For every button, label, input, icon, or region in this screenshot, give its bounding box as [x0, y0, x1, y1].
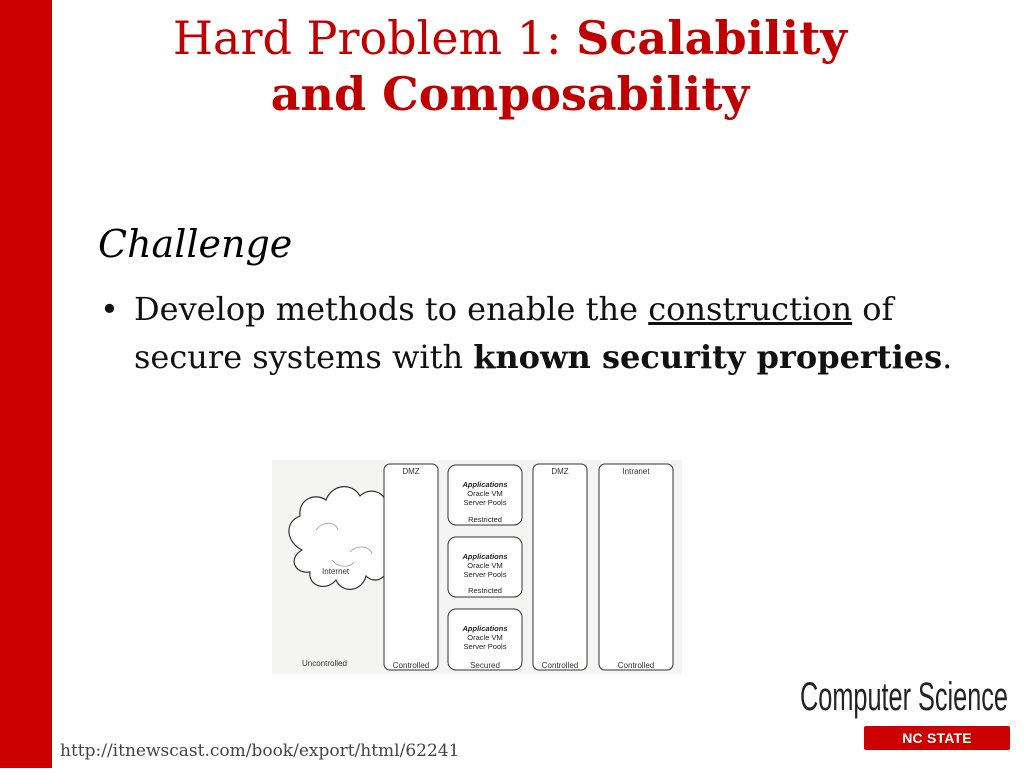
bullet-item [100, 285, 980, 381]
pool-2-zone: Restricted [468, 586, 502, 595]
left-accent-bar [0, 0, 52, 768]
badge-rest: UNIVERSITY [893, 754, 980, 770]
wordmark-text: Computer Science [800, 675, 1008, 719]
pool-1-title: Applications [462, 480, 508, 489]
bullet-bold: known security properties [473, 338, 943, 376]
zone-intranet-top: Intranet [622, 467, 650, 476]
zone-intranet-bottom: Controlled [617, 661, 655, 670]
pool-2-line1: Oracle VM [467, 561, 503, 570]
zone-dmz-left [384, 464, 438, 670]
bullet-part1: Develop methods to enable the [134, 290, 649, 328]
title-plain: Hard Problem 1: [172, 11, 577, 65]
computer-science-wordmark [798, 662, 1010, 726]
network-zone-diagram [272, 460, 682, 674]
title-line2: and Composability [270, 67, 750, 121]
zone-secured-label: Secured [470, 661, 500, 670]
bullet-part2: of secure systems with [134, 290, 894, 376]
pool-2-line2: Server Pools [463, 570, 507, 579]
nc-state-university-badge [864, 726, 1010, 770]
cloud-label: Internet [322, 567, 350, 576]
bullet-underlined: construction [648, 290, 853, 328]
slide-title [60, 10, 960, 122]
pool-3-line2: Server Pools [463, 642, 507, 651]
pool-1-zone: Restricted [468, 515, 502, 524]
badge-bold: NC STATE [902, 730, 972, 746]
pool-2 [448, 537, 522, 597]
pool-1-line1: Oracle VM [467, 489, 503, 498]
pool-3-title: Applications [462, 624, 508, 633]
zone-dmz-right-top: DMZ [551, 467, 569, 476]
zone-intranet [599, 464, 673, 670]
section-heading: Challenge [98, 222, 293, 266]
source-url: http://itnewscast.com/book/export/html/62241 [60, 741, 460, 761]
zone-dmz-right-bottom: Controlled [541, 661, 579, 670]
zone-dmz-right [533, 464, 587, 670]
zone-dmz-left-bottom: Controlled [392, 661, 430, 670]
bullet-text [134, 285, 980, 381]
pool-2-title: Applications [462, 552, 508, 561]
zone-dmz-left-top: DMZ [402, 467, 420, 476]
pool-1 [448, 465, 522, 525]
bullet-marker: • [100, 290, 119, 328]
pool-3-line1: Oracle VM [467, 633, 503, 642]
title-bold: Scalability [576, 11, 848, 65]
zone-uncontrolled-label: Uncontrolled [302, 659, 347, 668]
bullet-end: . [942, 338, 953, 376]
pool-1-line2: Server Pools [463, 498, 507, 507]
